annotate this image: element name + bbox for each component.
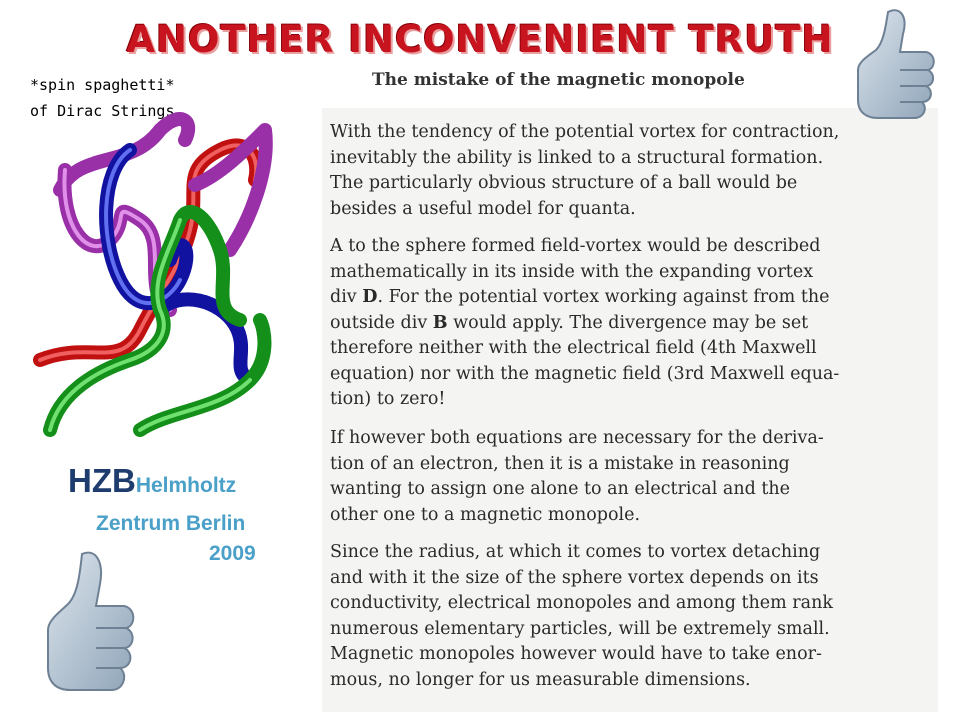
text-line: Since the radius, at which it comes to vortex detaching <box>330 542 821 562</box>
hzb-logo <box>68 462 236 500</box>
hzb-helmholtz: Helmholtz <box>135 474 237 497</box>
text-line: equation) nor with the magnetic field (3rd Maxwell equa- <box>330 363 840 384</box>
text-line: If however both equations are necessary for the deriva- <box>330 428 824 448</box>
text-line: wanting to assign one alone to an electrical and the <box>330 479 791 499</box>
text-line: With the tendency of the potential vortex for contraction, <box>330 122 840 142</box>
text-line: Magnetic monopoles however would have to take enor- <box>330 644 822 664</box>
text-line: mous, no longer for us measurable dimensions. <box>330 669 751 690</box>
text-line: therefore neither with the electrical field (4th Maxwell <box>330 338 817 358</box>
caption-line-1: *spin spaghetti* <box>30 76 175 94</box>
text-line: div D. For the potential vortex working against from the <box>330 287 830 307</box>
text-line: inevitably the ability is linked to a structural formation. <box>330 147 824 168</box>
paragraph-3 <box>330 426 930 528</box>
text-line: outside div B would apply. The divergence may be set <box>330 312 809 333</box>
thumbs-up-icon <box>848 4 938 122</box>
paper-text-panel <box>322 108 938 712</box>
text-line: The particularly obvious structure of a ball would be <box>330 173 798 193</box>
hzb-abbreviation: HZB <box>68 462 136 499</box>
hzb-year: 2009 <box>209 542 256 565</box>
text-line: numerous elementary particles, will be extremely small. <box>330 618 830 639</box>
paragraph-4 <box>330 540 930 693</box>
paragraph-2 <box>330 234 930 413</box>
dirac-strings-illustration <box>20 110 300 450</box>
text-line: besides a useful model for quanta. <box>330 198 636 219</box>
caption-line-2: of Dirac Strings <box>30 102 175 120</box>
text-line: tion) to zero! <box>330 389 446 409</box>
thumbs-up-icon <box>38 548 138 698</box>
text-line: tion of an electron, then it is a mistake in reasoning <box>330 453 790 474</box>
text-line: conductivity, electrical monopoles and among them rank <box>330 593 833 613</box>
text-line: other one to a magnetic monopole. <box>330 504 641 525</box>
text-line: A to the sphere formed field-vortex would be described <box>330 236 821 256</box>
slide-title: ANOTHER INCONVENIENT TRUTH <box>126 18 834 61</box>
hzb-zentrum-berlin: Zentrum Berlin <box>96 512 246 535</box>
paper-subtitle: The mistake of the magnetic monopole <box>372 70 745 90</box>
paragraph-1 <box>330 120 930 222</box>
text-line: and with it the size of the sphere vortex depends on its <box>330 567 819 588</box>
text-line: mathematically in its inside with the expanding vortex <box>330 261 814 282</box>
